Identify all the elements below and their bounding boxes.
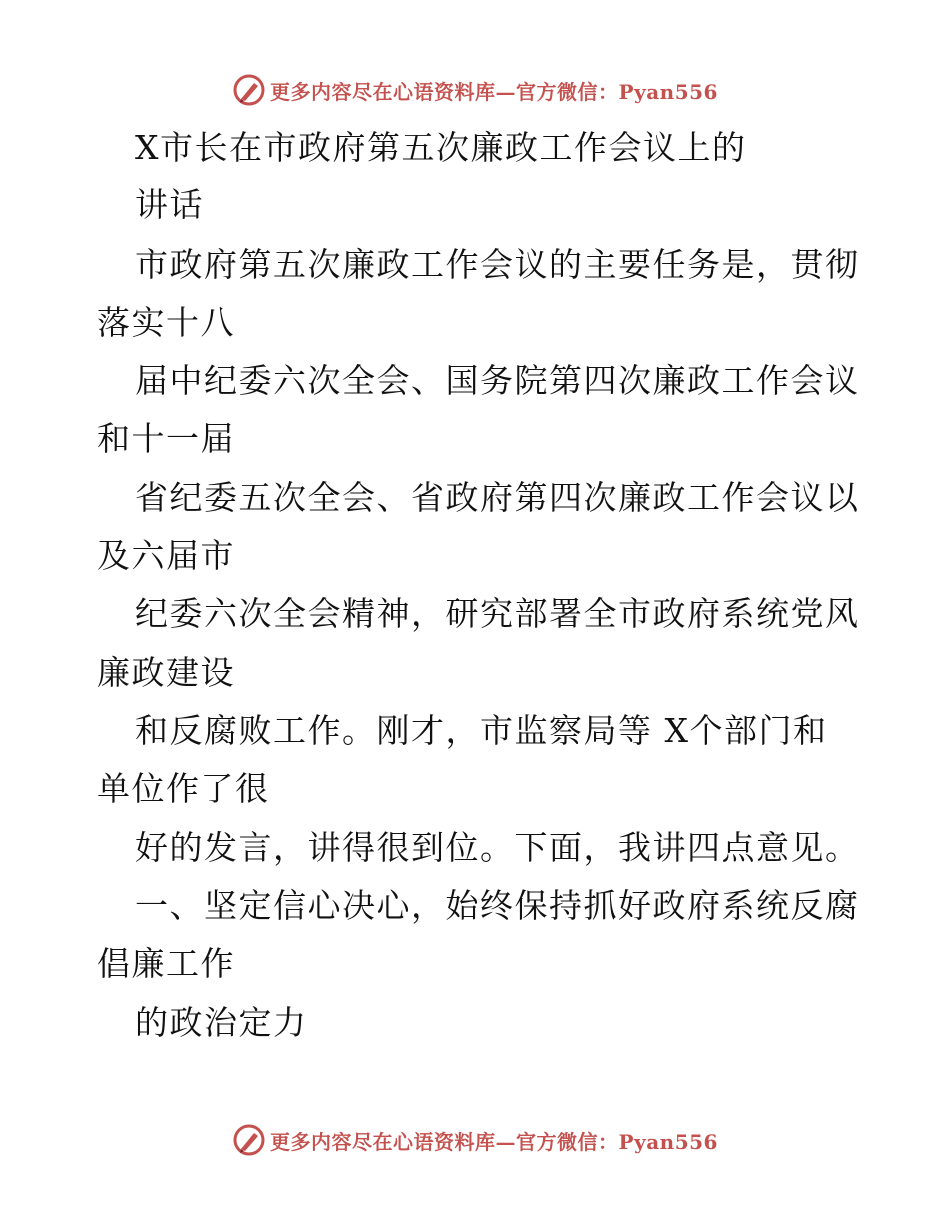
paragraph-line: 届中纪委六次全会、国务院第四次廉政工作会议	[135, 361, 860, 400]
section-heading-line: 倡廉工作	[97, 944, 235, 983]
header-banner	[0, 70, 950, 110]
pen-logo-icon	[232, 73, 266, 107]
banner-text: 更多内容尽在心语资料库—官方微信：Pyan556	[270, 79, 718, 104]
paragraph-line: 纪委六次全会精神，研究部署全市政府系统党风	[135, 594, 860, 633]
section-heading-line: 一、坚定信心决心，始终保持抓好政府系统反腐	[135, 886, 860, 925]
paragraph-line: 和十一届	[97, 419, 235, 458]
paragraph-line: 省纪委五次全会、省政府第四次廉政工作会议以	[135, 478, 860, 517]
paragraph-line: 及六届市	[97, 536, 235, 575]
banner-text: 更多内容尽在心语资料库—官方微信：Pyan556	[270, 1129, 718, 1154]
paragraph-line: 好的发言，讲得很到位。下面，我讲四点意见。	[135, 828, 860, 867]
title-line-1: X市长在市政府第五次廉政工作会议上的	[135, 128, 747, 167]
paragraph-line: 市政府第五次廉政工作会议的主要任务是，贯彻	[135, 245, 860, 284]
title-line-2: 讲话	[135, 185, 204, 224]
paragraph-line: 单位作了很	[97, 769, 270, 808]
paragraph-line: 落实十八	[97, 303, 235, 342]
paragraph-line: 廉政建设	[97, 653, 235, 692]
pen-logo-icon	[232, 1123, 266, 1157]
section-heading-line: 的政治定力	[135, 1003, 308, 1042]
paragraph-line: 和反腐败工作。刚才，市监察局等 X个部门和	[135, 711, 828, 750]
footer-banner	[0, 1120, 950, 1160]
